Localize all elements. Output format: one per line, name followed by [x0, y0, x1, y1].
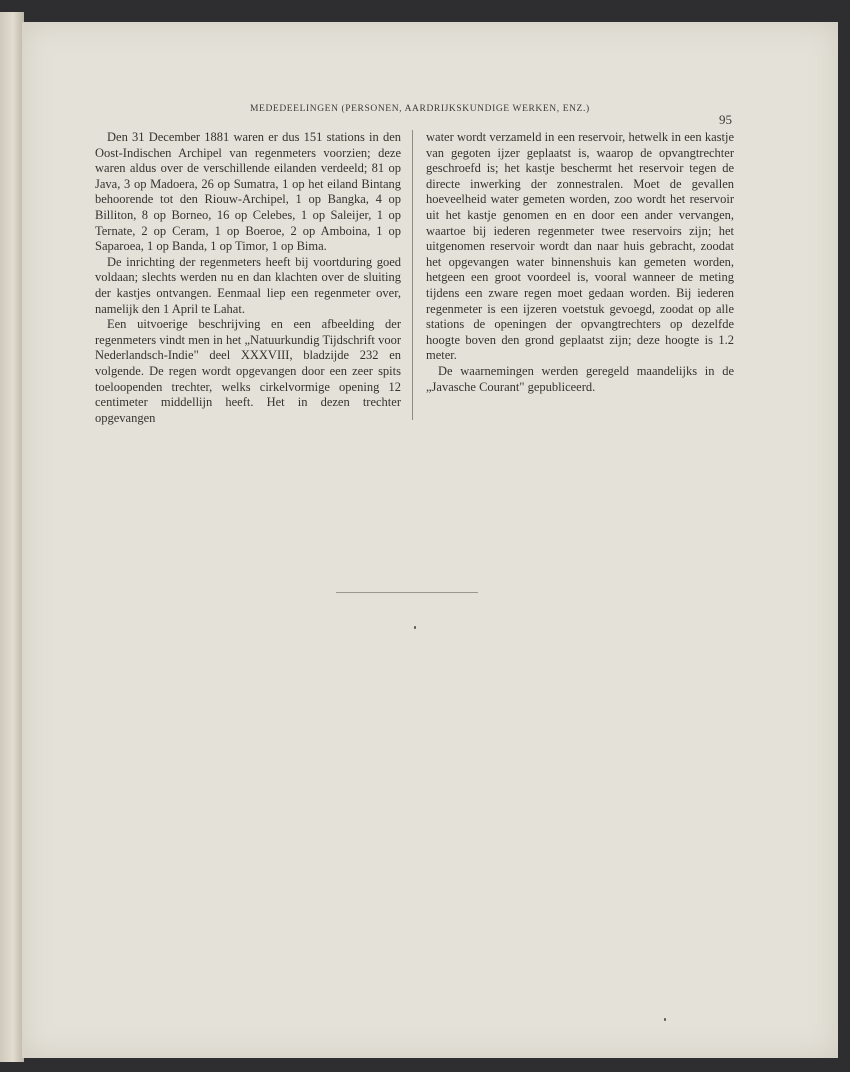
section-end-rule [336, 592, 478, 593]
paragraph-inrichting: De inrichting der regenmeters heeft bij voortduring goed voldaan; slechts werden nu en dan klachten over de sluiting der kastjes ontvangen. Eenmaal liep een regenmeter over, namelijk den 1 April te Lahat. [95, 254, 401, 316]
running-head: MEDEDEELINGEN (PERSONEN, AARDRIJKSKUNDIGE WERKEN, ENZ.) [250, 104, 590, 114]
paragraph-reservoir: water wordt verzameld in een reservoir, hetwelk in een kastje van gegoten ijzer geplaatst is, waarop de opvangtrechter geschroefd is; het kastje beschermt het reservoir tegen de directe inwerking der zonnestralen. Moet de gevallen hoeveelheid water gemeten worden, zoo wordt het reservoir uit het kastje genomen en en door een ander vervangen, waartoe bij iederen regenmeter twee reservoirs zijn; het uitgenomen reservoir wordt dan naar huis gebracht, zoodat het opgevangen water binnenshuis kan gemeten worden, hetgeen een groot voordeel is, vooral wanneer de meting tijdens een zware regen moet gedaan worden. Bij iederen regenmeter is een ijzeren voetstuk gevoegd, zoodat op alle stations de openingen der opvangtrechters op dezelfde hoogte boven den grond geplaatst zijn; deze hoogte is 1.2 meter. [426, 130, 734, 363]
right-column [426, 130, 734, 395]
previous-page-edge [0, 12, 24, 1062]
paragraph-stations: Den 31 December 1881 waren er dus 151 stations in den Oost-Indischen Archipel van regenmeters voorzien; deze waren aldus over de verschillende eilanden verdeeld; 81 op Java, 3 op Madoera, 26 op Sumatra, 1 op het eiland Bintang behoorende tot den Riouw-Archipel, 1 op Bangka, 4 op Billiton, 8 op Borneo, 16 op Celebes, 1 op Saleijer, 1 op Ternate, 2 op Ceram, 1 op Boeroe, 2 op Amboina, 1 op Saparoea, 1 op Banda, 1 op Timor, 1 op Bima. [95, 130, 401, 254]
paper-speck [414, 626, 416, 629]
paragraph-waarnemingen: De waarnemingen werden geregeld maandelijks in de „Javasche Courant" gepubliceerd. [426, 363, 734, 394]
left-column [95, 130, 401, 426]
page-number: 95 [719, 112, 732, 127]
book-page [22, 22, 838, 1058]
paper-speck [664, 1018, 666, 1021]
column-divider [412, 130, 413, 420]
paragraph-beschrijving: Een uitvoerige beschrijving en een afbeelding der regenmeters vindt men in het „Natuurkundig Tijdschrift voor Nederlandsch-Indie" deel XXXVIII, bladzijde 232 en volgende. De regen wordt opgevangen door een zeer spits toeloopenden trechter, welks cirkelvormige opening 12 centimeter middellijn heeft. Het in dezen trechter opgevangen [95, 317, 401, 425]
